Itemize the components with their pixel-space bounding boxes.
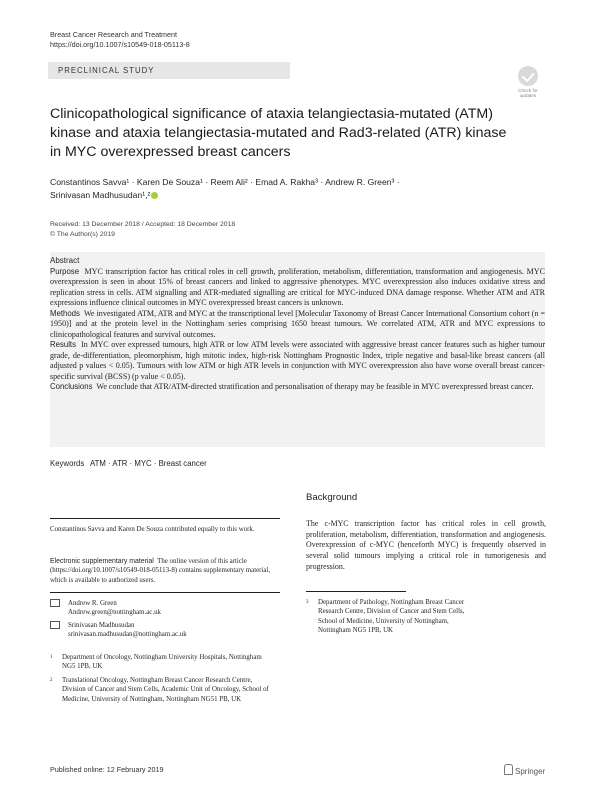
abstract-methods: Methods We investigated ATM, ATR and MYC at the transcriptional level [Molecular Taxonomy of Breast Cancer International Consortium cohort (n = 1950)] and at the protein level in the Nottingham series comprising 1650 breast tumours. We correlated ATM, ATR and MYC expressions to clinicopathological features and survival outcomes. [50, 308, 545, 339]
keywords: Keywords ATM · ATR · MYC · Breast cancer [50, 459, 207, 468]
keyword-item: ATR [112, 459, 128, 468]
keyword-item: Breast cancer [158, 459, 207, 468]
contact-entry [50, 599, 280, 618]
contact-entry [50, 621, 280, 640]
esm-label: Electronic supplementary material [50, 558, 154, 565]
esm-doi-link[interactable]: https://doi.org/10.1007/s10549-018-05113-8 [52, 567, 175, 575]
copyright-notice: © The Author(s) 2019 [50, 230, 115, 238]
author-list [50, 176, 450, 202]
publisher-logo [504, 764, 545, 776]
received-accepted-dates: Received: 13 December 2018 / Accepted: 18 December 2018 [50, 221, 236, 228]
article-type-label: PRECLINICAL STUDY [58, 66, 155, 75]
email-icon [50, 599, 60, 607]
check-updates-label: Check for updates [518, 88, 538, 98]
abstract-purpose: Purpose MYC transcription factor has critical roles in cell growth, proliferation, metabolism, differentiation, transformation and angiogenesis. MYC overexpression is seen in about 15% of breast cancers and linked to aggressive phenotypes. MYC overexpression also induces oxidative stress and replication stress in cells. ATM signalling and ATR-mediated signalling are critical for MYC-induced DNA damage response. Whether ATM and ATR expressions influence clinical outcomes in MYC overexpressed breast cancers is unknown. [50, 267, 545, 308]
abstract-conclusions: Conclusions We conclude that ATR/ATM-directed stratification and personalisation of therapy may be feasible in MYC overexpressed breast cancer. [50, 381, 534, 391]
methods-label: Methods [50, 308, 80, 318]
affiliation-1: 1 Department of Oncology, Nottingham University Hospitals, Nottingham NG5 1PB, UK [50, 654, 262, 671]
keyword-item: MYC [134, 459, 152, 468]
footnote-divider [50, 518, 280, 519]
purpose-label: Purpose [50, 267, 80, 276]
check-for-updates-button[interactable] [512, 66, 544, 100]
conclusions-label: Conclusions [50, 381, 93, 391]
orcid-icon[interactable] [151, 192, 158, 199]
abstract-results: Results In MYC over expressed tumours, high ATR or low ATM levels were associated with aggressive breast cancer features such as higher tumour grade, de-differentiation, pleomorphism, high mitotic index, high-risk Nottingham Prognostic Index, triple negative and basal-like breast cancers (all adjusted p values < 0.05). Tumours with low ATM or high ATR levels in conjunction with MYC overexpression also have worse overall breast cancer-specific survival (BCSS) (p value < 0.05). [50, 340, 545, 381]
article-dates [50, 220, 235, 239]
publisher-name: Springer [515, 767, 546, 776]
article-type-banner [48, 62, 290, 79]
abstract-heading: Abstract [50, 256, 80, 265]
check-updates-icon [518, 66, 538, 86]
keywords-label: Keywords [50, 459, 85, 468]
springer-horse-icon [504, 764, 513, 775]
corresponding-authors [50, 599, 280, 642]
contact-name: Andrew R. Green [68, 600, 117, 607]
contact-email[interactable]: srinivasan.madhusudan@nottingham.ac.uk [68, 631, 187, 639]
affiliation-2: 2 Translational Oncology, Nottingham Breast Cancer Research Centre, Division of Cancer and Stem Cells, Academic Unit of Oncology, School of Medicine, University of Nottingham, Nottingham NG51 PB, UK [50, 677, 269, 703]
article-title: Clinicopathological significance of ataxia telangiectasia-mutated (ATM) kinase and ataxia telangiectasia-mutated and Rad3-related (ATR) kinase in MYC overexpressed breast cancers [50, 106, 507, 160]
equal-contribution-note: Constantinos Savva and Karen De Souza contributed equally to this work. [50, 526, 255, 533]
contact-name: Srinivasan Madhusudan [68, 621, 135, 629]
background-heading: Background [306, 492, 358, 503]
contact-email[interactable]: Andrew.green@nottingham.ac.uk [68, 609, 161, 617]
author-line-2: Srinivasan Madhusudan¹,² [50, 190, 151, 200]
results-label: Results [50, 340, 76, 350]
keyword-item: ATM [89, 459, 106, 468]
journal-header [50, 30, 190, 50]
abstract-body [50, 267, 545, 392]
background-paragraph: The c-MYC transcription factor has critical roles in cell growth, proliferation, metabolism, differentiation, transformation and angiogenesis. Overexpression of c-MYC (henceforth MYC) is frequently observed in several solid tumours implying a critical role in tumorigenesis and progression. [306, 519, 546, 571]
journal-doi-link[interactable]: https://doi.org/10.1007/s10549-018-05113-8 [50, 40, 190, 49]
esm-note: Electronic supplementary material The online version of this article (https://doi.org/10.1007/s10549-018-05113-8) contains supplementary material, which is available to authorized users. [50, 558, 271, 584]
author-line-1: Constantinos Savva¹ · Karen De Souza¹ · Reem Ali² · Emad A. Rakha³ · Andrew R. Green³ · [50, 177, 400, 187]
published-online-date: Published online: 12 February 2019 [50, 765, 164, 774]
affiliation-3: 3 Department of Pathology, Nottingham Breast Cancer Research Centre, Division of Cancer and Stem Cells, School of Medicine, University of Nottingham, Nottingham NG5 1PB, UK [306, 599, 465, 635]
email-icon [50, 621, 60, 629]
journal-name: Breast Cancer Research and Treatment [50, 30, 178, 39]
